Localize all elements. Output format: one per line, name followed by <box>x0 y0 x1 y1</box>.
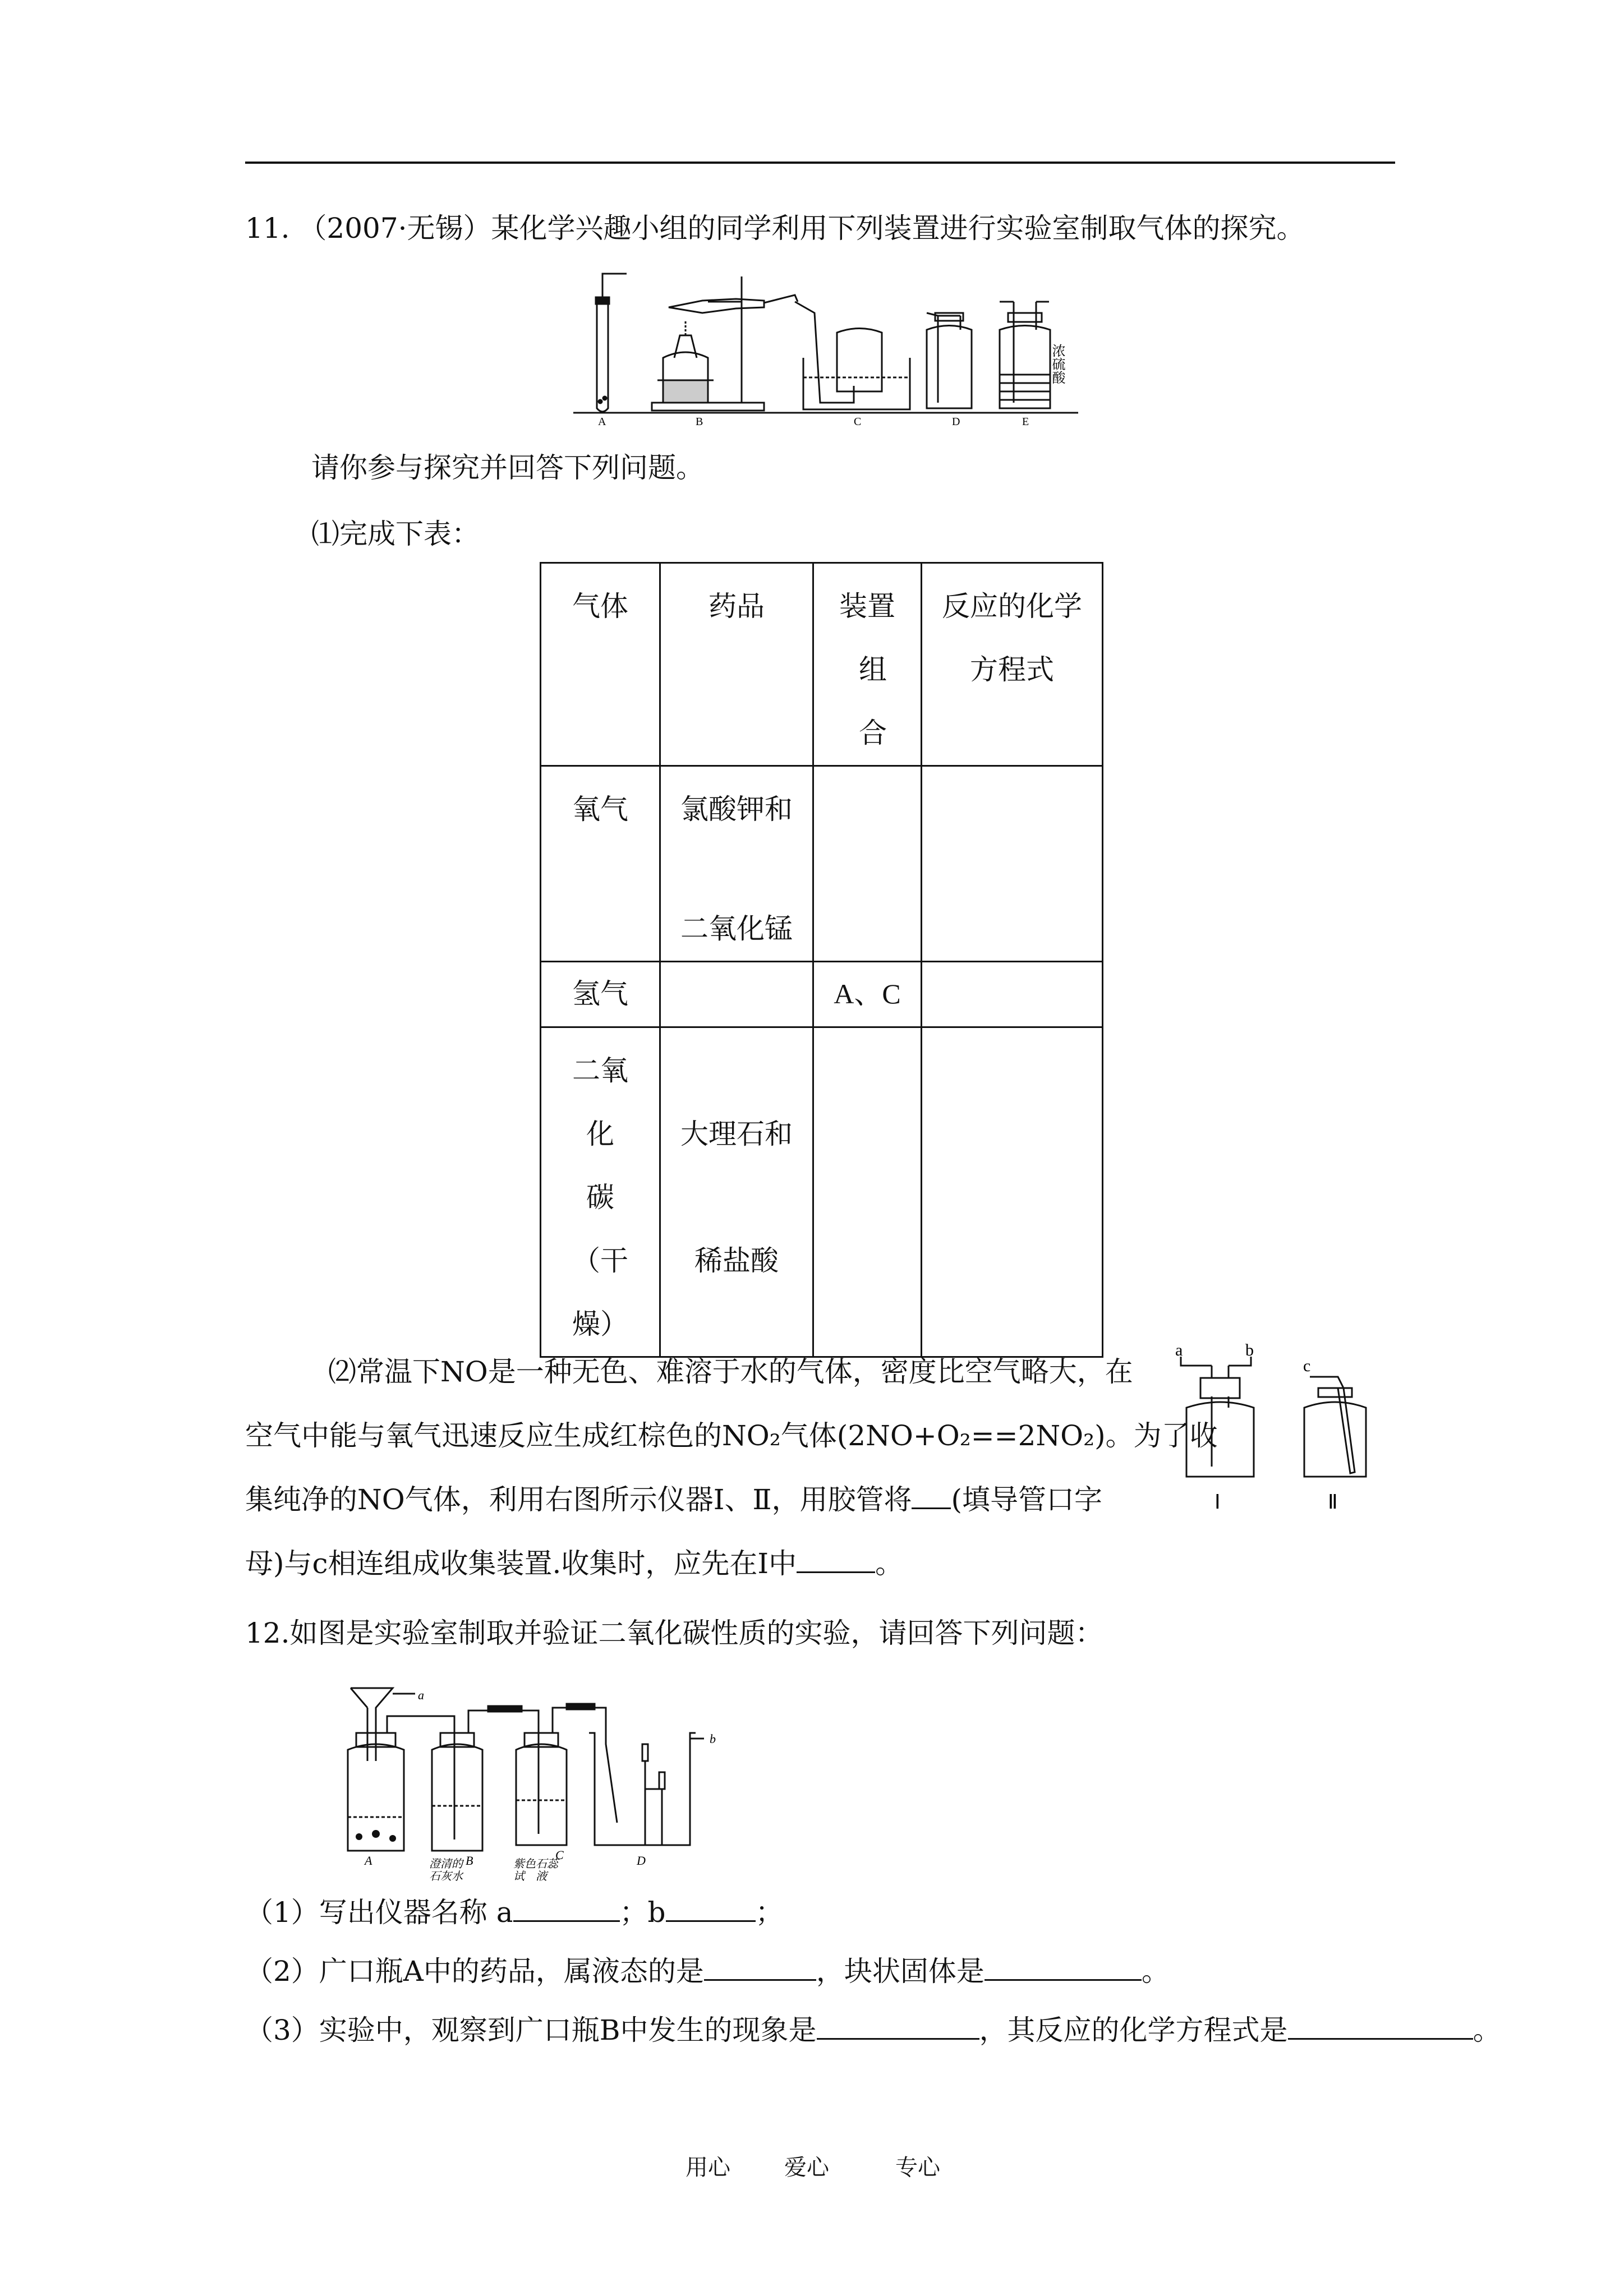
cell-drug: 大理石和 稀盐酸 <box>660 1027 813 1357</box>
cell-equation[interactable] <box>922 766 1103 962</box>
q11-intro: 11. （2007·无锡）某化学兴趣小组的同学利用下列装置进行实验室制取气体的探究。 <box>245 212 1305 245</box>
row-carbon-dioxide <box>541 1027 1103 1357</box>
row-oxygen <box>541 766 1103 962</box>
cell-equation[interactable] <box>922 962 1103 1027</box>
th-device: 装置 组 合 <box>813 563 922 766</box>
label-a: a <box>418 1688 424 1702</box>
q12-q1: （1）写出仪器名称 a ；b ； <box>245 1896 784 1929</box>
answer-blank-b[interactable] <box>666 1898 756 1922</box>
answer-blank-equation[interactable] <box>1288 2016 1473 2040</box>
water-trough-C <box>795 302 910 409</box>
acid-label: 浓硫酸 <box>1050 344 1064 384</box>
q11-sub2-line4: 母)与c相连组成收集装置.收集时，应先在Ⅰ中 。 <box>245 1547 904 1580</box>
heating-setup-B <box>652 276 798 411</box>
label-D: D <box>637 1854 646 1868</box>
label-A: A <box>598 416 606 426</box>
th-equation: 反应的化学 方程式 <box>922 563 1103 766</box>
test-tube-A <box>596 274 627 412</box>
litmus-label-1: 紫色石蕊 <box>513 1858 558 1870</box>
th-drug: 药品 <box>660 563 813 766</box>
q12-q2: （2）广口瓶A中的药品，属液态的是 ，块状固体是 。 <box>245 1955 1170 1988</box>
answer-blank-phenomenon[interactable] <box>817 2016 979 2040</box>
label-bottle-II: Ⅱ <box>1328 1491 1338 1511</box>
label-B: B <box>466 1854 473 1868</box>
answer-blank-tube[interactable] <box>912 1485 951 1509</box>
label-D: D <box>952 416 960 426</box>
bottle-I <box>1181 1357 1254 1477</box>
apparatus-figure <box>573 268 1078 426</box>
cell-drug: 氯酸钾和 二氧化锰 <box>660 766 813 962</box>
answer-blank-liquid[interactable] <box>704 1957 816 1981</box>
cell-gas: 氧气 <box>541 766 660 962</box>
label-a: a <box>1175 1343 1183 1359</box>
q11-prompt: 请你参与探究并回答下列问题。 <box>311 451 704 484</box>
funnel <box>351 1688 415 1761</box>
row-hydrogen <box>541 962 1103 1027</box>
q11-sub1: ⑴完成下表： <box>311 518 480 550</box>
answer-blank-solid[interactable] <box>984 1957 1142 1981</box>
answer-blank-a[interactable] <box>513 1898 620 1922</box>
q11-sub2-line1: ⑵常温下NO是一种无色、难溶于水的气体，密度比空气略大，在 <box>328 1356 1133 1388</box>
q12-q3: （3）实验中，观察到广口瓶B中发生的现象是 ，其反应的化学方程式是 。 <box>245 2014 1501 2046</box>
bottles-figure <box>1170 1343 1383 1511</box>
co2-apparatus-figure <box>331 1677 752 1884</box>
limewater-label-2: 石灰水 <box>429 1870 463 1883</box>
th-gas: 气体 <box>541 563 660 766</box>
gas-table <box>540 562 1103 1358</box>
label-c: c <box>1303 1357 1311 1375</box>
q12-intro: 12.如图是实验室制取并验证二氧化碳性质的实验，请回答下列问题： <box>245 1617 1103 1649</box>
limewater-label-1: 澄清的 <box>429 1858 463 1870</box>
cell-equation[interactable] <box>922 1027 1103 1357</box>
bottle-A <box>348 1716 454 1851</box>
bottle-C <box>516 1704 617 1845</box>
cell-gas: 氢气 <box>541 962 660 1027</box>
cell-device[interactable] <box>813 1027 922 1357</box>
cell-gas: 二氧 化 碳 （干 燥） <box>541 1027 660 1357</box>
litmus-label-2: 试 液 <box>513 1870 547 1883</box>
q11-sub2-line3: 集纯净的NO气体，利用右图所示仪器Ⅰ、Ⅱ，用胶管将 (填导管口字 <box>245 1483 1102 1516</box>
footer-word-2: 爱心 <box>784 2155 829 2180</box>
label-C: C <box>854 416 862 426</box>
label-E: E <box>1022 416 1029 426</box>
q11-sub2-line2: 空气中能与氧气迅速反应生成红棕色的NO₂气体(2NO+O₂==2NO₂)。为了收 <box>245 1419 1218 1452</box>
label-bottle-I: Ⅰ <box>1214 1491 1221 1511</box>
label-C: C <box>555 1848 564 1862</box>
cell-drug[interactable] <box>660 962 813 1027</box>
wash-bottle-E <box>1000 302 1050 408</box>
bottle-B <box>432 1706 539 1851</box>
footer-word-1: 用心 <box>686 2155 730 2180</box>
label-B: B <box>696 416 703 426</box>
bottle-II <box>1304 1377 1366 1477</box>
label-b: b <box>1245 1343 1254 1359</box>
header-rule <box>245 162 1395 164</box>
gas-bottle-D <box>927 313 972 408</box>
label-b: b <box>710 1732 716 1746</box>
label-A: A <box>365 1854 372 1868</box>
footer-word-3: 专心 <box>895 2155 940 2180</box>
cell-device: A、C <box>813 962 922 1027</box>
cell-device[interactable] <box>813 766 922 962</box>
answer-blank-first-step[interactable] <box>797 1549 875 1573</box>
